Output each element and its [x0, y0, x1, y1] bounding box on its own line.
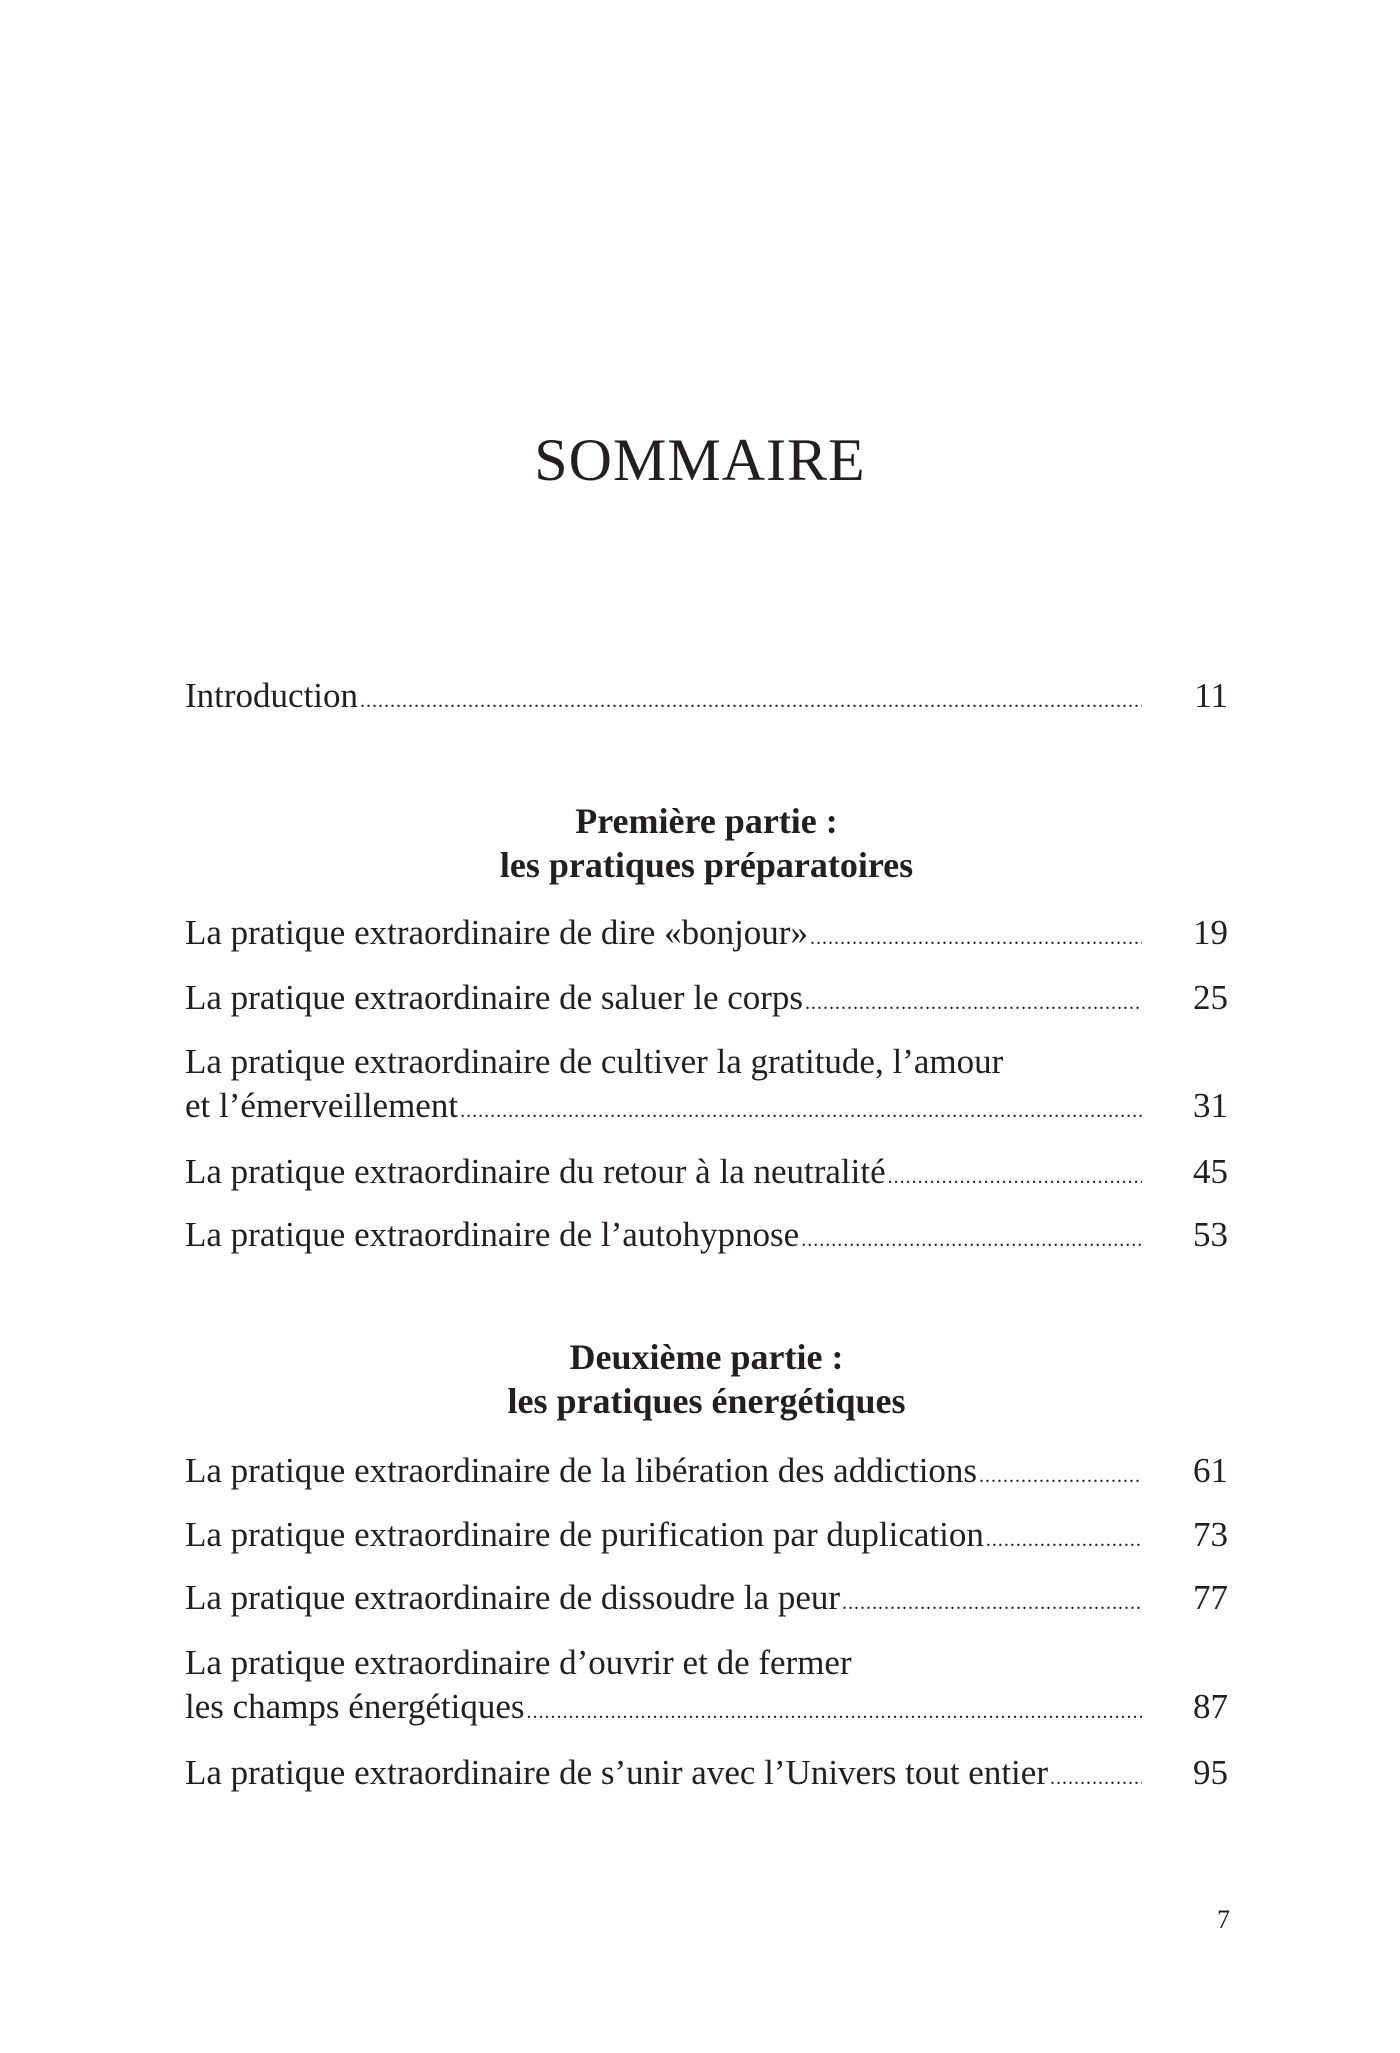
toc-entry — [185, 1150, 1228, 1194]
toc-entry — [185, 976, 1228, 1020]
toc-entry — [185, 1641, 1228, 1729]
toc-entry-label: La pratique extraordinaire du retour à la neutralité — [185, 1152, 886, 1191]
page-number: 7 — [1217, 1905, 1230, 1934]
dot-leader — [810, 916, 1142, 960]
toc-entry-label: La pratique extraordinaire de dissoudre la peur — [185, 1578, 841, 1617]
toc-entry — [185, 1040, 1228, 1128]
dot-leader — [1050, 1756, 1142, 1800]
dot-leader — [527, 1690, 1142, 1734]
toc-entry-label: La pratique extraordinaire de s’unir avec l’Univers tout entier — [185, 1753, 1048, 1792]
toc-entry-label: La pratique extraordinaire de saluer le corps — [185, 978, 804, 1017]
toc-entry — [185, 1751, 1228, 1795]
dot-leader — [360, 679, 1142, 723]
dot-leader — [979, 1454, 1142, 1498]
part-heading — [185, 799, 1228, 887]
toc-entry — [185, 1213, 1228, 1257]
toc-entry-page: 31 — [1193, 1086, 1228, 1125]
dot-leader — [986, 1518, 1142, 1562]
toc-entry — [185, 1449, 1228, 1493]
toc-entry-label: La pratique extraordinaire de la libération des addictions — [185, 1451, 978, 1490]
part-title: Deuxième partie : — [569, 1337, 844, 1377]
part-subtitle: les pratiques énergétiques — [507, 1381, 906, 1421]
dot-leader — [842, 1581, 1142, 1625]
toc-entry-page: 11 — [1194, 676, 1228, 715]
toc-entry-page: 61 — [1193, 1451, 1228, 1490]
toc-entry-label: les champs énergétiques — [185, 1687, 525, 1726]
toc-entry — [185, 1576, 1228, 1620]
toc-entry-label-line1: La pratique extraordinaire d’ouvrir et de fermer — [185, 1643, 852, 1682]
dot-leader — [801, 1218, 1142, 1262]
part-heading — [185, 1335, 1228, 1423]
toc-entry-page: 53 — [1193, 1215, 1228, 1254]
toc-entry-page: 19 — [1193, 913, 1228, 952]
toc-entry-label: La pratique extraordinaire de l’autohypnose — [185, 1215, 800, 1254]
dot-leader — [888, 1155, 1142, 1199]
toc-entry-label: Introduction — [185, 676, 359, 715]
toc-entry-introduction — [185, 674, 1228, 718]
toc-entry-label: et l’émerveillement — [185, 1086, 459, 1125]
dot-leader — [805, 981, 1142, 1025]
toc-entry-label: La pratique extraordinaire de purification par duplication — [185, 1515, 984, 1554]
toc-entry-page: 95 — [1193, 1753, 1228, 1792]
toc-entry — [185, 1513, 1228, 1557]
toc-entry-page: 87 — [1193, 1687, 1228, 1726]
toc-entry-label-line1: La pratique extraordinaire de cultiver la gratitude, l’amour — [185, 1042, 1004, 1081]
part-subtitle: les pratiques préparatoires — [499, 845, 914, 885]
dot-leader — [460, 1089, 1142, 1133]
part-title: Première partie : — [575, 801, 838, 841]
toc-entry-page: 73 — [1193, 1515, 1228, 1554]
page-title: SOMMAIRE — [534, 427, 866, 493]
toc-entry — [185, 911, 1228, 955]
toc-entry-label: La pratique extraordinaire de dire «bonjour» — [185, 913, 808, 952]
toc-entry-page: 45 — [1193, 1152, 1228, 1191]
toc-entry-page: 77 — [1193, 1578, 1228, 1617]
toc-entry-page: 25 — [1193, 978, 1228, 1017]
